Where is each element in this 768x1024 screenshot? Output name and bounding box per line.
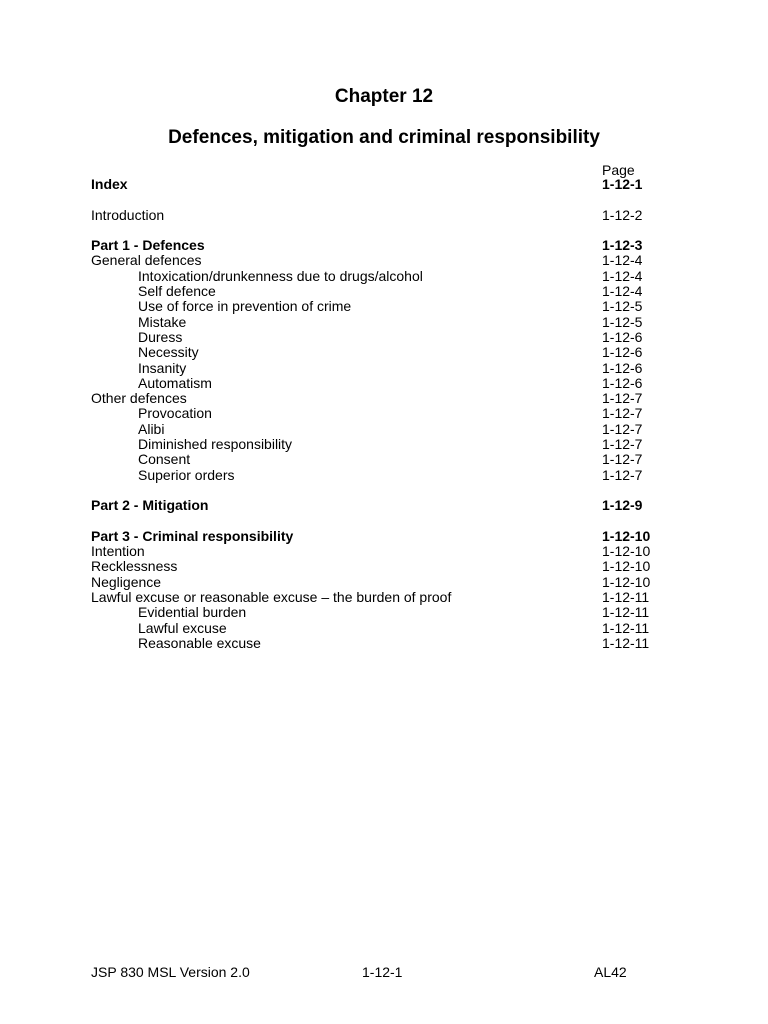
toc-entry-label: Negligence (91, 573, 162, 590)
toc-entry-label: Insanity (138, 359, 187, 376)
toc-entry[interactable] (91, 575, 671, 590)
toc-entry[interactable] (91, 376, 671, 391)
toc-entry[interactable] (91, 406, 671, 421)
toc-spacer (91, 514, 671, 529)
toc-entry-label: Self defence (138, 283, 216, 300)
toc-entry-page: 1-12-7 (602, 390, 643, 407)
toc-entry[interactable] (91, 559, 671, 574)
toc-entry[interactable] (91, 345, 671, 360)
toc-entry-label: Alibi (138, 420, 165, 437)
toc-entry-label: Recklessness (91, 558, 178, 575)
toc-entry-page: 1-12-1 (602, 176, 643, 192)
toc-spacer (91, 192, 671, 207)
toc-entry-page: 1-12-6 (602, 359, 643, 376)
footer-document-reference: JSP 830 MSL Version 2.0 (91, 964, 250, 980)
toc-entry-label: Provocation (138, 405, 212, 422)
footer-amendment-label: AL42 (594, 964, 627, 980)
toc-entry[interactable] (91, 468, 671, 483)
toc-entry-label: Consent (138, 451, 191, 468)
toc-entry-page: 1-12-7 (602, 466, 643, 483)
toc-entry-label: Index (91, 176, 128, 192)
toc-entry-page: 1-12-5 (602, 298, 643, 315)
toc-entry-label: Mistake (138, 313, 187, 330)
toc-entry[interactable] (91, 636, 671, 651)
toc-entry-label: Duress (138, 328, 183, 345)
toc-entry-label: Reasonable excuse (138, 634, 261, 651)
toc-entry[interactable] (91, 391, 671, 406)
toc-entry-page: 1-12-11 (602, 619, 650, 636)
toc-entry-page: 1-12-4 (602, 252, 643, 269)
toc-entry[interactable] (91, 330, 671, 345)
toc-entry[interactable] (91, 544, 671, 559)
toc-entry-page: 1-12-6 (602, 328, 643, 345)
toc-entry-page: 1-12-11 (602, 604, 650, 621)
toc-entry-page: 1-12-4 (602, 267, 643, 284)
toc-entry[interactable] (91, 498, 671, 513)
toc-entry-label: Superior orders (138, 466, 235, 483)
toc-entry[interactable] (91, 253, 671, 268)
toc-entry-page: 1-12-11 (602, 634, 650, 651)
toc-entry[interactable] (91, 208, 671, 223)
page-column-header: Page (602, 162, 635, 178)
toc-entry-label: General defences (91, 252, 202, 269)
toc-entry-page: 1-12-10 (602, 573, 651, 590)
toc-entry-label: Introduction (91, 206, 165, 223)
chapter-number: Chapter 12 (334, 86, 434, 107)
toc-entry-page: 1-12-7 (602, 420, 643, 437)
toc-entry-label: Diminished responsibility (138, 436, 293, 453)
toc-entry-page: 1-12-3 (602, 237, 643, 254)
toc-entry[interactable] (91, 315, 671, 330)
toc-entry[interactable] (91, 452, 671, 467)
toc-entry-label: Use of force in prevention of crime (138, 298, 352, 315)
toc-entry-page: 1-12-2 (602, 206, 643, 223)
toc-entry-page: 1-12-4 (602, 283, 643, 300)
toc-entry-label: Lawful excuse (138, 619, 227, 636)
toc-entry-page: 1-12-5 (602, 313, 643, 330)
toc-entry-page: 1-12-10 (602, 543, 651, 560)
table-of-contents (91, 177, 671, 651)
toc-entry-page: 1-12-9 (602, 497, 643, 514)
toc-entry-label: Other defences (91, 390, 187, 407)
toc-entry-page: 1-12-10 (602, 527, 651, 544)
toc-entry[interactable] (91, 269, 671, 284)
toc-entry-page: 1-12-7 (602, 405, 643, 422)
toc-entry[interactable] (91, 299, 671, 314)
toc-entry[interactable] (91, 437, 671, 452)
toc-entry-label: Part 3 - Criminal responsibility (91, 527, 294, 544)
toc-entry[interactable] (91, 422, 671, 437)
toc-entry[interactable] (91, 590, 671, 605)
toc-entry-page: 1-12-11 (602, 589, 650, 606)
chapter-title: Defences, mitigation and criminal responsibility (168, 127, 600, 148)
toc-entry[interactable] (91, 284, 671, 299)
toc-entry-page: 1-12-7 (602, 451, 643, 468)
toc-entry[interactable] (91, 238, 671, 253)
toc-entry[interactable] (91, 177, 671, 192)
toc-entry-page: 1-12-7 (602, 436, 643, 453)
toc-entry-label: Automatism (138, 374, 212, 391)
toc-entry[interactable] (91, 529, 671, 544)
toc-entry-label: Necessity (138, 344, 199, 361)
toc-entry-label: Intoxication/drunkenness due to drugs/alcohol (138, 267, 423, 284)
toc-entry-page: 1-12-10 (602, 558, 651, 575)
toc-entry-page: 1-12-6 (602, 374, 643, 391)
toc-entry-label: Part 2 - Mitigation (91, 497, 209, 514)
toc-entry[interactable] (91, 621, 671, 636)
toc-entry-page: 1-12-6 (602, 344, 643, 361)
toc-entry-label: Intention (91, 543, 145, 560)
footer-page-number: 1-12-1 (362, 964, 403, 980)
toc-entry[interactable] (91, 361, 671, 376)
toc-entry-label: Part 1 - Defences (91, 237, 205, 254)
toc-spacer (91, 223, 671, 238)
toc-entry[interactable] (91, 605, 671, 620)
toc-spacer (91, 483, 671, 498)
toc-entry-label: Evidential burden (138, 604, 247, 621)
toc-entry-label: Lawful excuse or reasonable excuse – the burden of proof (91, 589, 452, 606)
